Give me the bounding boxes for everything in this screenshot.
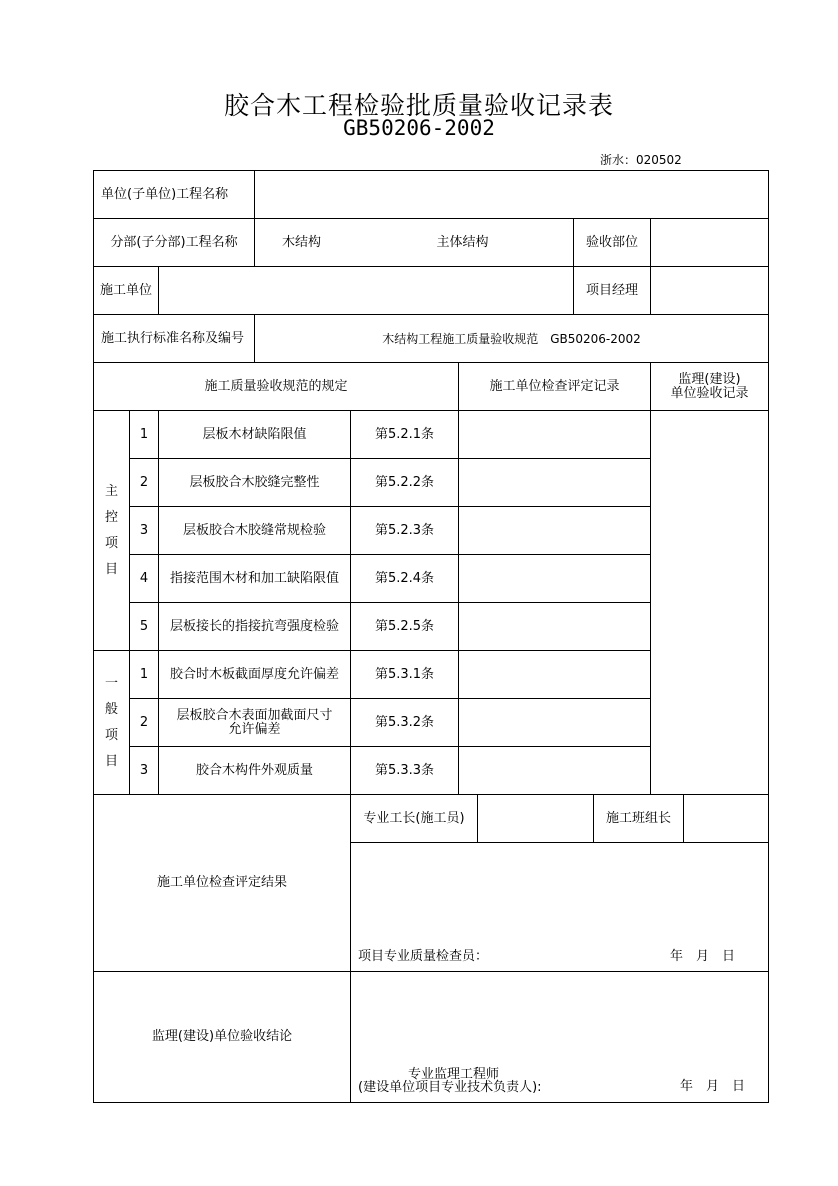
form-serial: 浙水：020502 [600,153,682,167]
supervisor-record-header-line2: 单位验收记录 [670,385,749,401]
item-number: 3 [139,522,149,538]
sub-project-extra: 主体结构 [436,234,489,250]
project-manager-label: 项目经理 [585,282,638,298]
main-control-char: 主 [104,483,118,499]
item-clause: 第5.3.1条 [374,666,435,682]
general-char: 一 [104,675,118,691]
item-record-field[interactable] [459,699,650,746]
item-name: 胶合木构件外观质量 [195,762,313,778]
main-control-supervisor-field[interactable] [651,411,768,650]
standard-value: 木结构工程施工质量验收规范 GB50206-2002 [382,331,641,346]
spec-column-header: 施工质量验收规范的规定 [204,378,348,394]
item-number: 3 [139,762,149,778]
supervisor-record-header-line1: 监理(建设) [678,371,741,387]
item-record-field[interactable] [459,507,650,554]
supervisor-record-header [651,363,768,410]
item-clause: 第5.2.3条 [374,522,435,538]
item-name [159,699,350,746]
item-record-field[interactable] [459,555,650,602]
unit-project-field[interactable] [255,171,768,218]
inspector-signature-label: 项目专业质量检查员： [358,949,489,964]
item-record-field[interactable] [459,747,650,794]
item-number: 4 [139,570,149,586]
team-leader-field[interactable] [684,795,768,842]
document-title: 胶合木工程检验批质量验收记录表 [223,91,614,120]
sub-project-label: 分部(子分部)工程名称 [110,234,238,250]
inspection-part-label: 验收部位 [585,234,638,250]
main-control-char: 目 [104,561,118,577]
general-supervisor-field[interactable] [651,651,768,794]
contractor-field[interactable] [159,267,573,314]
item-name: 层板胶合木胶缝常规检验 [182,522,326,538]
standard-label: 施工执行标准名称及编号 [101,330,245,346]
item-number: 2 [139,714,149,730]
item-clause: 第5.3.3条 [374,762,435,778]
supervisor-result-label: 监理(建设)单位验收结论 [151,1029,293,1044]
general-char: 目 [104,753,118,769]
main-control-char: 控 [104,509,118,525]
item-record-field[interactable] [459,603,650,650]
item-name-line2: 允许偏差 [228,721,281,737]
item-name: 指接范围木材和加工缺陷限值 [169,570,339,586]
inspection-part-field[interactable] [651,219,768,266]
general-char: 项 [104,727,118,743]
main-control-char: 项 [104,535,118,551]
item-number: 2 [139,474,149,490]
foreman-field[interactable] [478,795,593,842]
item-record-field[interactable] [459,459,650,506]
contractor-label: 施工单位 [99,282,152,298]
engineer-signature-line2: (建设单位项目专业技术负责人): [358,1080,542,1095]
item-clause: 第5.2.4条 [374,570,435,586]
contractor-result-label: 施工单位检查评定结果 [156,875,287,890]
item-name: 层板胶合木胶缝完整性 [189,474,320,490]
main-control-label [94,411,129,650]
foreman-label: 专业工长(施工员) [363,810,465,826]
item-number: 1 [139,666,149,682]
item-name-line1: 层板胶合木表面加截面尺寸 [176,707,333,723]
item-clause: 第5.2.1条 [374,426,435,442]
contractor-date: 年 月 日 [670,949,736,964]
item-record-field[interactable] [459,411,650,458]
item-name: 层板接长的指接抗弯强度检验 [169,618,339,634]
item-clause: 第5.2.5条 [374,618,435,634]
project-manager-field[interactable] [651,267,768,314]
supervisor-date: 年 月 日 [680,1079,746,1094]
item-name: 胶合时木板截面厚度允许偏差 [169,666,339,682]
item-record-field[interactable] [459,651,650,698]
general-char: 般 [104,701,118,717]
standard-code: GB50206-2002 [343,116,495,140]
item-name: 层板木材缺陷限值 [202,426,307,442]
engineer-signature-line1: 专业监理工程师 [408,1067,500,1082]
sub-project-field[interactable]: 木结构 [282,234,322,250]
general-label [94,651,129,794]
item-clause: 第5.2.2条 [374,474,435,490]
item-number: 1 [139,426,149,442]
contractor-record-header: 施工单位检查评定记录 [489,378,620,394]
unit-project-label: 单位(子单位)工程名称 [101,186,229,202]
item-number: 5 [139,618,149,634]
item-clause: 第5.3.2条 [374,714,435,730]
team-leader-label: 施工班组长 [605,810,671,826]
